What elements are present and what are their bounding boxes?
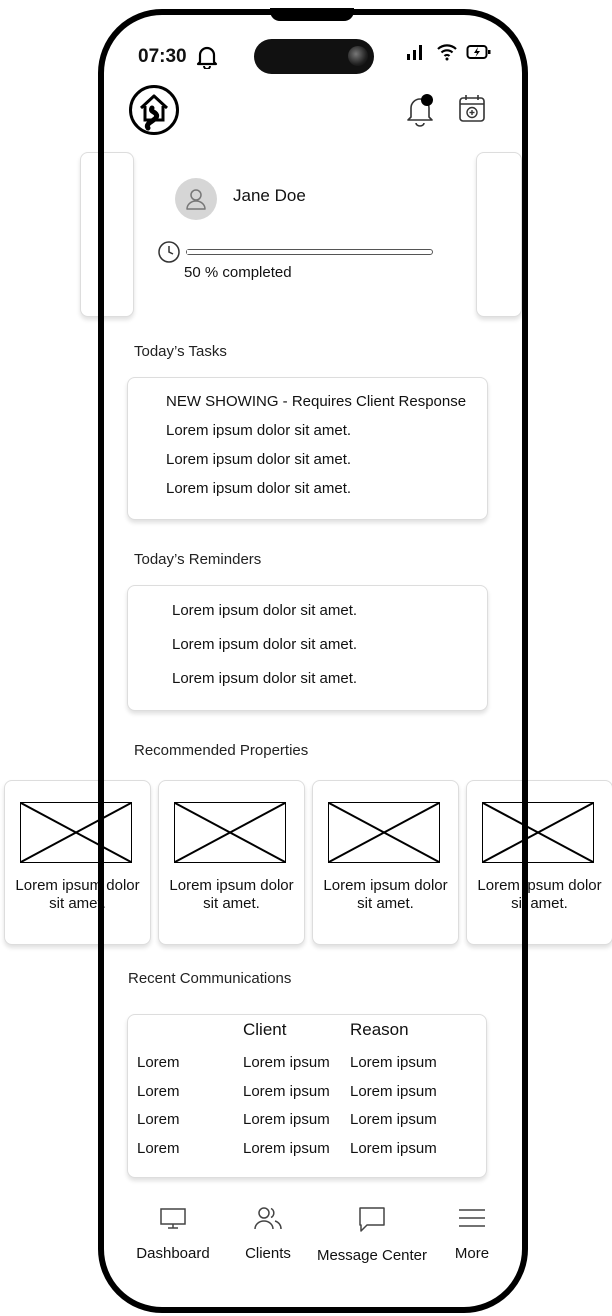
profile-name: Jane Doe bbox=[233, 186, 306, 205]
avatar[interactable] bbox=[175, 178, 217, 220]
property-caption: Lorem ipsum dolor sit amet. bbox=[477, 877, 602, 912]
nav-dashboard-label: Dashboard bbox=[136, 1245, 210, 1262]
monitor-icon bbox=[159, 1205, 187, 1231]
bell-icon[interactable] bbox=[405, 93, 437, 127]
dynamic-island bbox=[254, 39, 374, 74]
task-item[interactable]: Lorem ipsum dolor sit amet. bbox=[166, 480, 352, 497]
house-logo-icon[interactable] bbox=[128, 84, 180, 136]
image-placeholder-icon bbox=[20, 802, 132, 863]
battery-charging-icon bbox=[466, 43, 492, 61]
table-cell[interactable]: Lorem bbox=[137, 1054, 180, 1071]
task-item[interactable]: NEW SHOWING - Requires Client Response bbox=[166, 393, 467, 410]
users-icon bbox=[253, 1205, 283, 1231]
task-item[interactable]: Lorem ipsum dolor sit amet. bbox=[166, 451, 352, 468]
status-time: 07:30 bbox=[138, 46, 187, 67]
table-cell[interactable]: Lorem ipsum bbox=[243, 1083, 330, 1100]
nav-more[interactable] bbox=[446, 1205, 498, 1262]
property-card[interactable] bbox=[4, 780, 151, 945]
task-item[interactable]: Lorem ipsum dolor sit amet. bbox=[166, 422, 352, 439]
progress-fill bbox=[187, 250, 310, 254]
column-header: Client bbox=[243, 1020, 287, 1039]
progress-text: 50 % completed bbox=[184, 264, 292, 281]
table-cell[interactable]: Lorem ipsum bbox=[243, 1054, 330, 1071]
reminder-item[interactable]: Lorem ipsum dolor sit amet. bbox=[172, 636, 358, 653]
signal-icon bbox=[406, 44, 424, 60]
progress-bar bbox=[186, 249, 433, 255]
nav-clients[interactable] bbox=[238, 1205, 298, 1262]
table-cell[interactable]: Lorem ipsum bbox=[350, 1083, 437, 1100]
property-caption: Lorem ipsum dolor sit amet. bbox=[169, 877, 294, 912]
user-icon bbox=[175, 178, 217, 220]
column-header: Reason bbox=[350, 1020, 409, 1039]
property-caption: Lorem ipsum dolor sit amet. bbox=[323, 877, 448, 912]
table-cell[interactable]: Lorem ipsum bbox=[350, 1111, 437, 1128]
table-cell[interactable]: Lorem bbox=[137, 1140, 180, 1157]
calendar-add-icon[interactable] bbox=[458, 94, 486, 124]
property-caption: Lorem ipsum dolor sit amet. bbox=[15, 877, 140, 912]
nav-clients-label: Clients bbox=[245, 1245, 291, 1262]
table-cell[interactable]: Lorem bbox=[137, 1083, 180, 1100]
tasks-title: Today’s Tasks bbox=[134, 343, 227, 360]
table-cell[interactable]: Lorem ipsum bbox=[350, 1054, 437, 1071]
wifi-icon bbox=[436, 43, 458, 61]
alarm-bell-icon bbox=[196, 45, 218, 69]
communications-title: Recent Communications bbox=[128, 970, 292, 987]
reminders-title: Today’s Reminders bbox=[134, 551, 262, 568]
property-card[interactable] bbox=[466, 780, 612, 945]
nav-message-center[interactable] bbox=[312, 1205, 432, 1264]
table-cell[interactable]: Lorem ipsum bbox=[243, 1111, 330, 1128]
camera-icon bbox=[348, 46, 368, 66]
reminder-item[interactable]: Lorem ipsum dolor sit amet. bbox=[172, 602, 358, 619]
property-card[interactable] bbox=[158, 780, 305, 945]
carousel-card-prev[interactable] bbox=[80, 152, 134, 317]
table-cell[interactable]: Lorem bbox=[137, 1111, 180, 1128]
property-card[interactable] bbox=[312, 780, 459, 945]
nav-more-label: More bbox=[454, 1245, 490, 1262]
properties-title: Recommended Properties bbox=[134, 742, 309, 759]
image-placeholder-icon bbox=[174, 802, 286, 863]
phone-notch bbox=[270, 8, 354, 21]
table-cell[interactable]: Lorem ipsum bbox=[350, 1140, 437, 1157]
menu-icon bbox=[458, 1205, 486, 1231]
chat-bubble-icon bbox=[358, 1205, 386, 1233]
image-placeholder-icon bbox=[482, 802, 594, 863]
carousel-card-next[interactable] bbox=[476, 152, 522, 317]
table-cell[interactable]: Lorem ipsum bbox=[243, 1140, 330, 1157]
nav-dashboard[interactable] bbox=[132, 1205, 214, 1262]
reminder-item[interactable]: Lorem ipsum dolor sit amet. bbox=[172, 670, 358, 687]
nav-message-center-label: Message Center bbox=[316, 1247, 428, 1264]
image-placeholder-icon bbox=[328, 802, 440, 863]
clock-icon bbox=[157, 240, 181, 264]
